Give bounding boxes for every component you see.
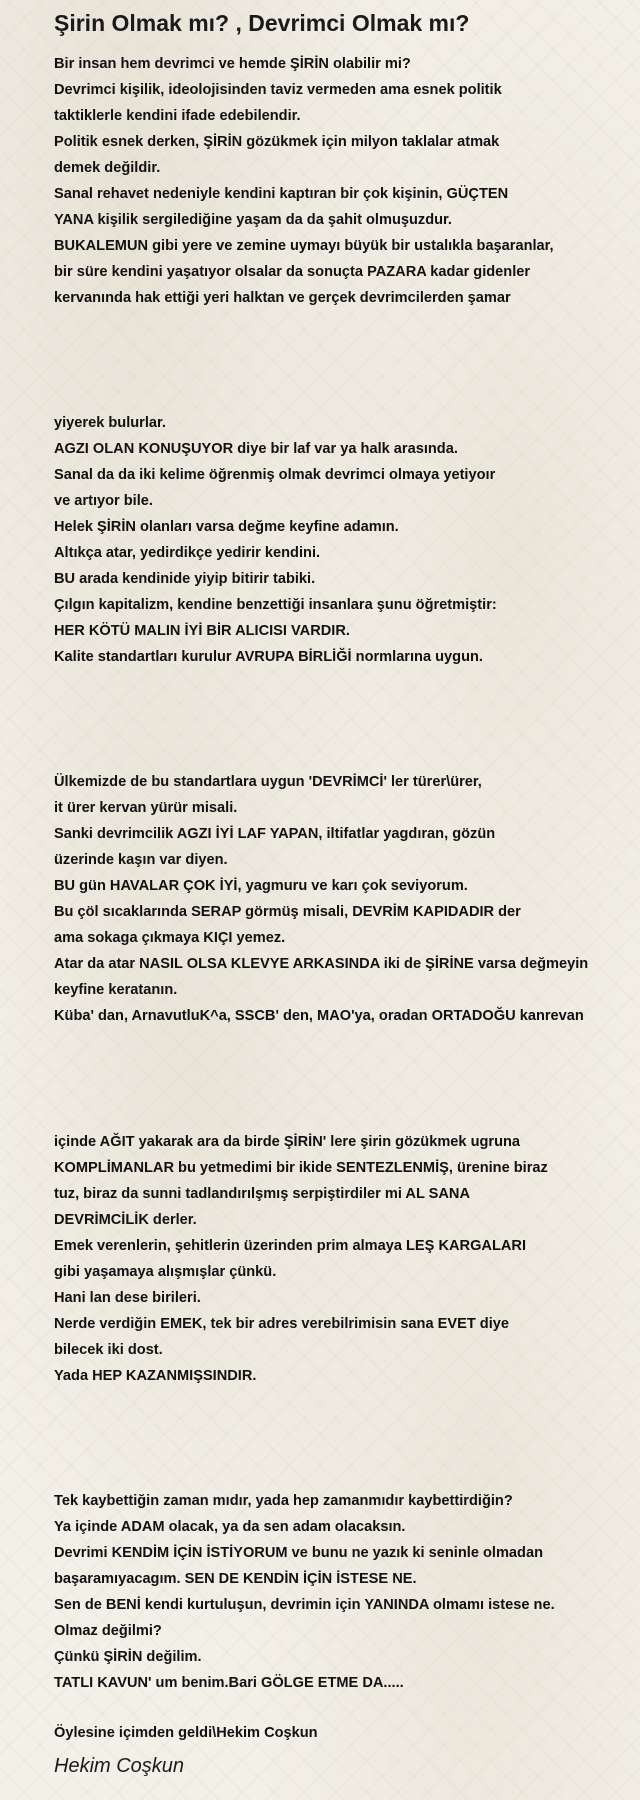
- poem-line: ve artıyor bile.: [54, 493, 153, 509]
- poem-line: Yada HEP KAZANMIŞSINDIR.: [54, 1368, 257, 1384]
- poem-line: keyfine keratanın.: [54, 982, 178, 998]
- poem-line: taktiklerle kendini ifade edebilendir.: [54, 108, 301, 124]
- poem-line: kervanında hak ettiği yeri halktan ve gerçek devrimcilerden şamar: [54, 290, 511, 306]
- author-signature: Hekim Coşkun: [54, 1755, 185, 1777]
- poem-line: Çılgın kapitalizm, kendine benzettiği insanlara şunu öğretmiştir:: [54, 597, 497, 613]
- poem-line: YANA kişilik sergilediğine yaşam da da şahit olmuşuzdur.: [54, 212, 452, 228]
- poem-line: Ülkemizde de bu standartlara uygun 'DEVRİMCİ' ler türer\ürer,: [54, 774, 482, 790]
- poem-line: demek değildir.: [54, 160, 161, 176]
- poem-line: BU arada kendinide yiyip bitirir tabiki.: [54, 571, 316, 587]
- poem-line: tuz, biraz da sunni tadlandırılşmış serpiştirdiler mi AL SANA: [54, 1186, 471, 1202]
- poem-line: Olmaz değilmi?: [54, 1623, 162, 1639]
- footer-note: Öylesine içimden geldi\Hekim Coşkun: [54, 1725, 318, 1741]
- poem-line: başaramıyacagım. SEN DE KENDİN İÇİN İSTESE NE.: [54, 1571, 417, 1587]
- poem-line: it ürer kervan yürür misali.: [54, 800, 238, 816]
- poem-line: Politik esnek derken, ŞİRİN gözükmek için milyon taklalar atmak: [54, 134, 500, 150]
- stanza-2: [54, 410, 497, 670]
- poem-line: Sen de BENİ kendi kurtuluşun, devrimin için YANINDA olmamı istese ne.: [54, 1597, 555, 1613]
- poem-line: Atar da atar NASIL OLSA KLEVYE ARKASINDA iki de ŞİRİNE varsa değmeyin: [54, 956, 589, 972]
- poem-line: Devrimi KENDİM İÇİN İSTİYORUM ve bunu ne yazık ki seninle olmadan: [54, 1545, 543, 1561]
- poem-line: Bir insan hem devrimci ve hemde ŞİRİN olabilir mi?: [54, 56, 411, 72]
- poem-line: DEVRİMCİLİK derler.: [54, 1212, 197, 1228]
- poem-line: Çünkü ŞİRİN değilim.: [54, 1649, 202, 1665]
- poem-line: TATLI KAVUN' um benim.Bari GÖLGE ETME DA.....: [54, 1675, 404, 1691]
- poem-line: Devrimci kişilik, ideolojisinden taviz vermeden ama esnek politik: [54, 82, 502, 98]
- poem-line: Bu çöl sıcaklarında SERAP görmüş misali, DEVRİM KAPIDADIR der: [54, 904, 521, 920]
- poem-line: Küba' dan, ArnavutluK^a, SSCB' den, MAO'ya, oradan ORTADOĞU kanrevan: [54, 1008, 584, 1024]
- poem-line: BU gün HAVALAR ÇOK İYİ, yagmuru ve karı çok seviyorum.: [54, 878, 468, 894]
- poem-line: Sanki devrimcilik AGZI İYİ LAF YAPAN, iltifatlar yagdıran, gözün: [54, 826, 496, 842]
- poem-line: Hani lan dese birileri.: [54, 1290, 201, 1306]
- poem-line: ama sokaga çıkmaya KIÇI yemez.: [54, 930, 286, 946]
- stanza-1: [54, 51, 554, 311]
- poem-line: yiyerek bulurlar.: [54, 415, 166, 431]
- poem-line: Nerde verdiğin EMEK, tek bir adres verebilrimisin sana EVET diye: [54, 1316, 510, 1332]
- poem-line: bilecek iki dost.: [54, 1342, 163, 1358]
- poem-line: Emek verenlerin, şehitlerin üzerinden prim almaya LEŞ KARGALARI: [54, 1238, 527, 1254]
- poem-line: Altıkça atar, yedirdikçe yedirir kendini.: [54, 545, 321, 561]
- poem-title: Şirin Olmak mı? , Devrimci Olmak mı?: [54, 10, 470, 36]
- poem-line: bir süre kendini yaşatıyor olsalar da sonuçta PAZARA kadar gidenler: [54, 264, 531, 280]
- poem-line: HER KÖTÜ MALIN İYİ BİR ALICISI VARDIR.: [54, 623, 350, 639]
- poem-line: Ya içinde ADAM olacak, ya da sen adam olacaksın.: [54, 1519, 406, 1535]
- stanza-5: [54, 1488, 555, 1696]
- stanza-3: [54, 769, 588, 1029]
- poem-line: Kalite standartları kurulur AVRUPA BİRLİĞİ normlarına uygun.: [54, 649, 483, 665]
- poem-line: üzerinde kaşın var diyen.: [54, 852, 228, 868]
- poem-line: gibi yaşamaya alışmışlar çünkü.: [54, 1264, 277, 1280]
- poem-line: Sanal rehavet nedeniyle kendini kaptıran bir çok kişinin, GÜÇTEN: [54, 186, 509, 202]
- poem-line: AGZI OLAN KONUŞUYOR diye bir laf var ya halk arasında.: [54, 441, 458, 457]
- stanza-4: [54, 1129, 548, 1389]
- poem-line: KOMPLİMANLAR bu yetmedimi bir ikide SENTEZLENMİŞ, ürenine biraz: [54, 1160, 548, 1176]
- poem-line: Sanal da da iki kelime öğrenmiş olmak devrimci olmaya yetiyoır: [54, 467, 496, 483]
- poem-line: Tek kaybettiğin zaman mıdır, yada hep zamanmıdır kaybettirdiğin?: [54, 1493, 513, 1509]
- poem-line: Helek ŞİRİN olanları varsa değme keyfine adamın.: [54, 519, 399, 535]
- poem-line: içinde AĞIT yakarak ara da birde ŞİRİN' lere şirin gözükmek ugruna: [54, 1134, 521, 1150]
- poem-line: BUKALEMUN gibi yere ve zemine uymayı büyük bir ustalıkla başaranlar,: [54, 238, 554, 254]
